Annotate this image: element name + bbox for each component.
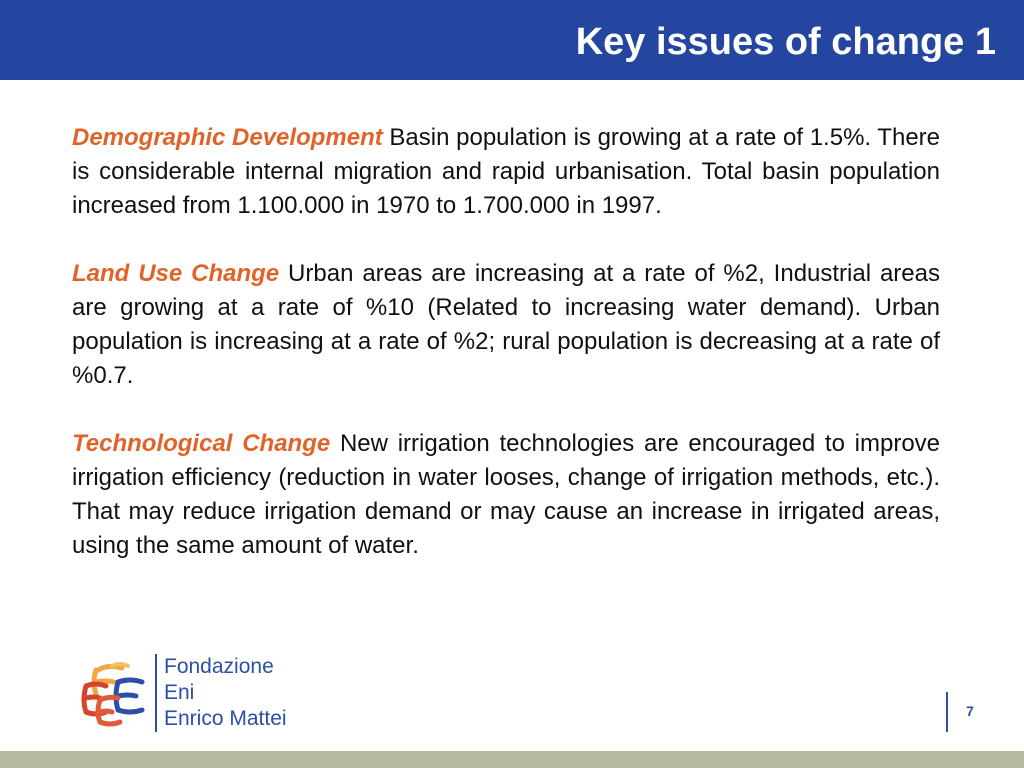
paragraph-demographic-development xyxy=(72,121,940,223)
feem-logo xyxy=(78,652,308,736)
logo-line-eni: Eni xyxy=(164,681,195,704)
paragraph-technological-change xyxy=(72,427,940,563)
logo-line-fondazione: Fondazione xyxy=(164,655,274,678)
paragraph-lead: Land Use Change xyxy=(72,260,280,287)
title-bar xyxy=(0,0,1024,80)
page-number-divider xyxy=(946,692,948,732)
slide-title: Key issues of change 1 xyxy=(575,21,996,63)
paragraph-land-use-change xyxy=(72,257,940,393)
paragraph-text: Basin population is growing at a rate of 1.5%. There is considerable internal migration and rapid urbanisation. Total basin population increased from 1.100.000 in 1970 to 1.700.000 in 1997. xyxy=(72,124,941,219)
paragraph-text: Urban areas are increasing at a rate of %2, Industrial areas are growing at a rate of %10 (Related to increasing water demand). Urban population is increasing at a rate of %2; rural population is decreasing at a rate of %0.7. xyxy=(72,260,940,389)
logo-text xyxy=(164,654,287,732)
paragraph-lead: Demographic Development xyxy=(72,124,383,151)
footer-bar xyxy=(0,751,1024,768)
feem-logo-icon xyxy=(78,660,150,730)
logo-line-enrico-mattei: Enrico Mattei xyxy=(164,707,287,730)
page-number: 7 xyxy=(966,703,974,719)
slide-content xyxy=(72,121,940,597)
logo-divider xyxy=(155,654,157,732)
paragraph-lead: Technological Change xyxy=(72,430,331,457)
paragraph-text: New irrigation technologies are encouraged to improve irrigation efficiency (reduction in water looses, change of irrigation methods, etc.). That may reduce irrigation demand or may cause an increase in irrigated areas, using the same amount of water. xyxy=(72,430,941,559)
